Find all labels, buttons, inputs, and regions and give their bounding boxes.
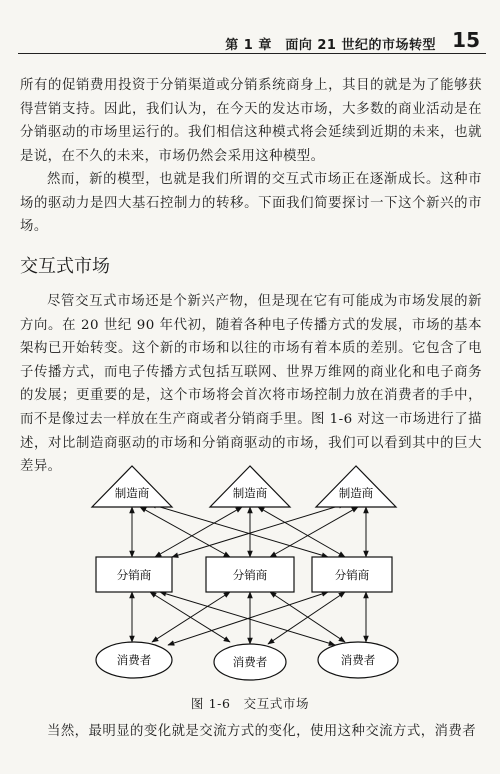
consumer-node xyxy=(96,642,172,678)
paragraph: 然而，新的模型，也就是我们所谓的交互式市场正在逐渐成长。这种市场的驱动力是四大基石控制力的转移。下面我们简要探讨一下这个新兴的市场。 xyxy=(20,172,482,235)
distributor-node xyxy=(96,557,172,592)
node-label: 消费者 xyxy=(116,653,152,667)
paragraph: 尽管交互式市场还是个新兴产物，但是现在它有可能成为市场发展的新方向。在 20 世纪 90 年代初，随着各种电子传播方式的发展，市场的基本架构已开始转变。这个新的市场和以往的市场有着本质的差别。它包含了电子传播方式，而电子传播方式包括互联网、世界万维网的商业化和电子商务的发展；更重要的是，这个市场将会首次将市场控制力放在消费者的手中，而不是像过去一样放在生产商或者分销商手里。图 1-6 对这一市场进行了描述，对比制造商驱动的市场和分销商驱动的市场，我们可以看到其中的巨大差异。 xyxy=(20,294,482,475)
figure-caption: 图 1-6 交互式市场 xyxy=(190,696,310,711)
manufacturer-node xyxy=(210,466,290,507)
paragraph: 当然，最明显的变化就是交流方式的变化，使用这种交流方式，消费者 xyxy=(47,724,477,739)
chapter-title: 第 1 章 面向 21 世纪的市场转型 xyxy=(225,38,436,53)
running-header xyxy=(0,0,500,58)
manufacturer-node xyxy=(316,466,396,507)
distributor-node xyxy=(312,557,392,592)
header-rule xyxy=(18,53,486,54)
node-label: 制造商 xyxy=(338,486,374,500)
node-label: 分销商 xyxy=(334,568,370,582)
page-number: 15 xyxy=(452,28,480,52)
section-heading: 交互式市场 xyxy=(20,256,110,277)
distributor-node xyxy=(206,557,294,592)
node-label: 制造商 xyxy=(232,486,268,500)
paragraph: 所有的促销费用投资于分销渠道或分销系统商身上，其目的就是为了能够获得营销支持。因此，我们认为，在今天的发达市场，大多数的商业活动是在分销驱动的市场里运行的。我们相信这种模式将会延续到近期的未来，也就是说，在不久的未来，市场仍然会采用这种模型。 xyxy=(20,78,482,164)
node-label: 制造商 xyxy=(114,486,150,500)
node-label: 分销商 xyxy=(116,568,152,582)
manufacturer-node xyxy=(92,466,172,507)
consumer-node xyxy=(214,644,286,680)
node-label: 消费者 xyxy=(340,653,376,667)
node-label: 消费者 xyxy=(232,655,268,669)
node-label: 分销商 xyxy=(232,568,268,582)
consumer-node xyxy=(318,642,398,678)
interactive-market-diagram xyxy=(60,462,440,698)
